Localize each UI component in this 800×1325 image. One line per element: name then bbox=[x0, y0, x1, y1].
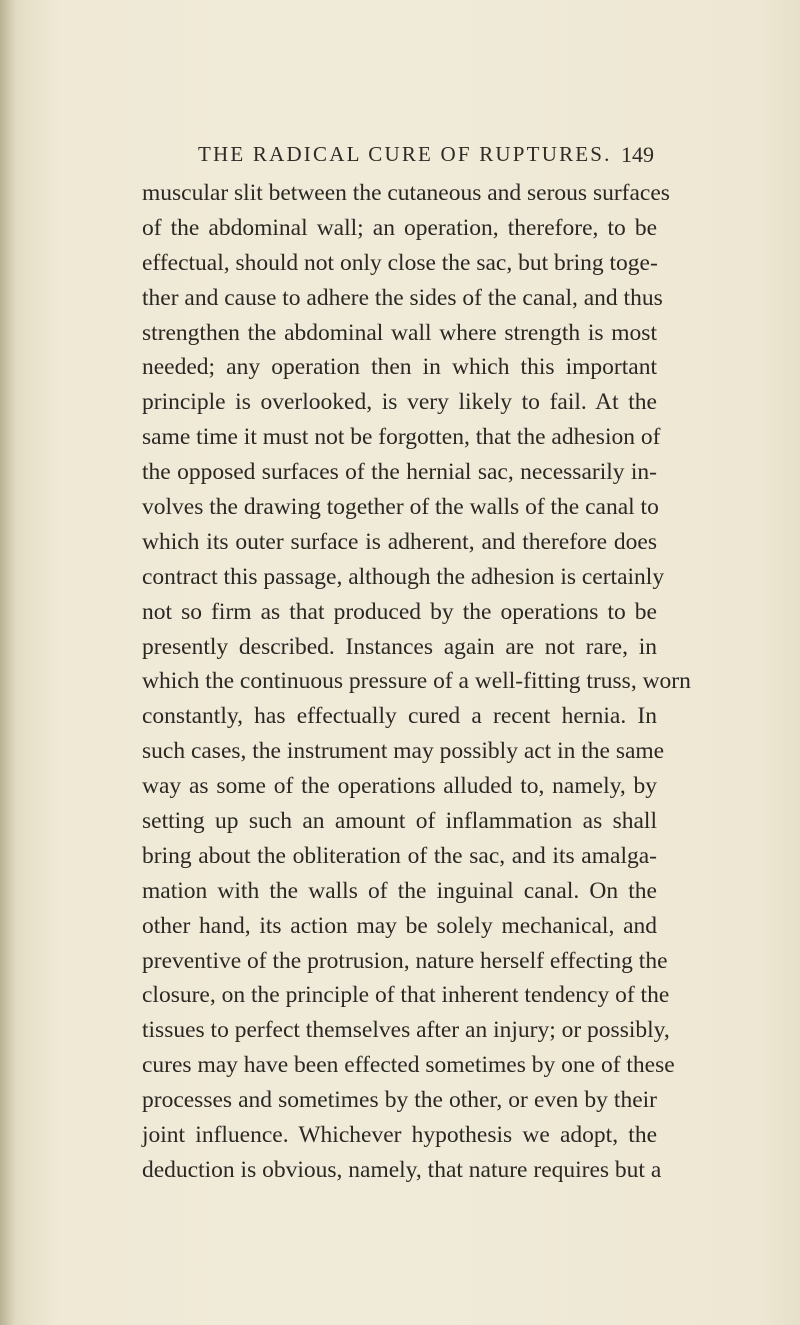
text-line: preventive of the protrusion, nature herself effecting the bbox=[142, 947, 668, 974]
text-line: principle is overlooked, is very likely to fail. At the bbox=[142, 389, 657, 416]
text-line: muscular slit between the cutaneous and serous surfaces bbox=[142, 180, 670, 206]
running-head bbox=[198, 142, 654, 170]
text-line: bring about the obliteration of the sac, and its amalga- bbox=[142, 842, 657, 869]
text-line: joint influence. Whichever hypothesis we adopt, the bbox=[142, 1122, 657, 1149]
text-line: which its outer surface is adherent, and therefore does bbox=[142, 528, 657, 555]
text-line: needed; any operation then in which this important bbox=[142, 354, 657, 381]
text-line: processes and sometimes by the other, or even by their bbox=[142, 1087, 657, 1114]
text-line: setting up such an amount of inflammation as shall bbox=[142, 808, 657, 835]
text-line: volves the drawing together of the walls of the canal to bbox=[142, 494, 659, 521]
text-line: ther and cause to adhere the sides of the canal, and thus bbox=[142, 284, 663, 311]
text-line: contract this passage, although the adhesion is certainly bbox=[142, 563, 665, 590]
text-line: closure, on the principle of that inherent tendency of the bbox=[142, 982, 670, 1009]
text-line: strengthen the abdominal wall where strength is most bbox=[142, 319, 657, 346]
body-text bbox=[142, 176, 691, 1188]
text-line: not so firm as that produced by the operations to be bbox=[142, 598, 657, 625]
text-line: of the abdominal wall; an operation, therefore, to be bbox=[142, 214, 657, 241]
text-line: deduction is obvious, namely, that nature requires but a bbox=[142, 1156, 662, 1183]
text-line: mation with the walls of the inguinal canal. On the bbox=[142, 877, 657, 904]
text-line: same time it must not be forgotten, that the adhesion of bbox=[142, 424, 661, 451]
text-line: tissues to perfect themselves after an injury; or possibly, bbox=[142, 1017, 670, 1044]
running-title: THE RADICAL CURE OF RUPTURES. bbox=[198, 142, 612, 166]
page-number: 149 bbox=[621, 142, 654, 167]
text-line: presently described. Instances again are not rare, in bbox=[142, 633, 657, 660]
text-line: cures may have been effected sometimes by one of these bbox=[142, 1052, 675, 1079]
text-line: constantly, has effectually cured a recent hernia. In bbox=[142, 703, 657, 730]
text-line: such cases, the instrument may possibly act in the same bbox=[142, 738, 665, 765]
text-line: which the continuous pressure of a well-fitting truss, worn bbox=[142, 668, 691, 695]
text-line: effectual, should not only close the sac, but bring toge- bbox=[142, 249, 658, 276]
text-line: other hand, its action may be solely mechanical, and bbox=[142, 912, 657, 939]
text-line: the opposed surfaces of the hernial sac, necessarily in- bbox=[142, 459, 657, 486]
binding-gutter bbox=[0, 0, 16, 1325]
text-line: way as some of the operations alluded to, namely, by bbox=[142, 773, 657, 800]
